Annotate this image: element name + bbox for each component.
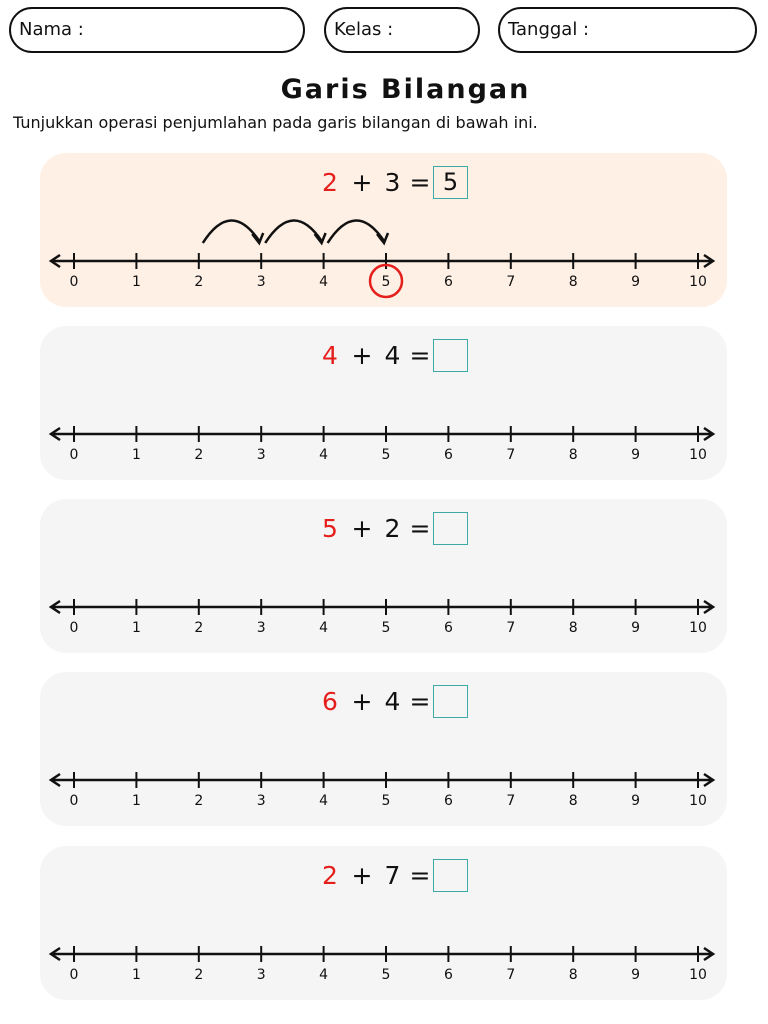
kelas-label: Kelas : [334,19,394,40]
tick-label: 8 [568,620,578,636]
tick-label: 7 [506,793,516,809]
equals-sign: = [409,168,431,197]
tick-label: 0 [69,793,79,809]
number-line [40,846,727,1000]
number-line [40,499,727,653]
addend-b: 2 [384,514,401,543]
addend-b: 7 [384,861,401,890]
tanggal-label: Tanggal : [508,19,590,40]
number-line [40,672,727,826]
tick-label: 2 [194,447,204,463]
equals-sign: = [409,861,431,890]
tick-label: 9 [631,793,641,809]
tick-label: 0 [69,447,79,463]
jump-arrow-icon [328,220,384,243]
tick-label: 2 [194,967,204,983]
number-line [40,326,727,480]
plus-sign: + [351,341,373,370]
equals-sign: = [409,341,431,370]
tick-label: 5 [381,793,391,809]
tick-label: 3 [256,447,266,463]
problem-card [40,326,727,480]
jump-arrow-icon [265,220,321,243]
tick-label: 4 [319,793,329,809]
tick-label: 6 [443,274,453,290]
tanggal-field[interactable] [498,7,757,53]
tick-label: 10 [689,967,707,983]
jump-arrow-icon [203,220,259,243]
tick-label: 4 [319,620,329,636]
addend-b: 4 [384,687,401,716]
problem-card [40,672,727,826]
addend-a: 2 [322,168,338,197]
tick-label: 2 [194,793,204,809]
tick-label: 7 [506,274,516,290]
addend-b: 3 [384,168,401,197]
tick-label: 2 [194,274,204,290]
plus-sign: + [351,514,373,543]
tick-label: 6 [443,967,453,983]
tick-label: 0 [69,620,79,636]
nama-field[interactable] [9,7,305,53]
nama-label: Nama : [19,19,84,40]
tick-label: 8 [568,967,578,983]
tick-label: 6 [443,793,453,809]
tick-label: 9 [631,447,641,463]
tick-label: 4 [319,967,329,983]
tick-label: 5 [381,274,391,290]
tick-label: 3 [256,274,266,290]
tick-label: 1 [131,793,141,809]
tick-label: 10 [689,793,707,809]
problem-card-example [40,153,727,307]
tick-label: 5 [381,447,391,463]
tick-label: 2 [194,620,204,636]
equals-sign: = [409,687,431,716]
tick-label: 1 [131,967,141,983]
tick-label: 0 [69,274,79,290]
tick-label: 0 [69,967,79,983]
plus-sign: + [351,168,373,197]
tick-label: 10 [689,447,707,463]
tick-label: 4 [319,447,329,463]
problem-card [40,846,727,1000]
tick-label: 5 [381,967,391,983]
tick-label: 6 [443,620,453,636]
kelas-field[interactable] [324,7,480,53]
worksheet-title: Garis Bilangan [280,74,531,105]
addend-a: 4 [322,341,338,370]
tick-label: 3 [256,967,266,983]
tick-label: 8 [568,274,578,290]
instruction-text: Tunjukkan operasi penjumlahan pada garis bilangan di bawah ini. [13,113,538,132]
problem-card [40,499,727,653]
tick-label: 7 [506,967,516,983]
addend-a: 5 [322,514,338,543]
addend-a: 2 [322,861,338,890]
tick-label: 3 [256,620,266,636]
tick-label: 8 [568,793,578,809]
tick-label: 9 [631,274,641,290]
addend-b: 4 [384,341,401,370]
tick-label: 10 [689,274,707,290]
tick-label: 10 [689,620,707,636]
equals-sign: = [409,514,431,543]
tick-label: 4 [319,274,329,290]
tick-label: 7 [506,620,516,636]
tick-label: 1 [131,274,141,290]
tick-label: 7 [506,447,516,463]
tick-label: 9 [631,967,641,983]
plus-sign: + [351,861,373,890]
tick-label: 1 [131,620,141,636]
tick-label: 1 [131,447,141,463]
tick-label: 6 [443,447,453,463]
addend-a: 6 [322,687,338,716]
tick-label: 8 [568,447,578,463]
number-line [40,153,727,307]
answer-box[interactable]: 5 [433,166,468,199]
tick-label: 3 [256,793,266,809]
plus-sign: + [351,687,373,716]
tick-label: 5 [381,620,391,636]
tick-label: 9 [631,620,641,636]
